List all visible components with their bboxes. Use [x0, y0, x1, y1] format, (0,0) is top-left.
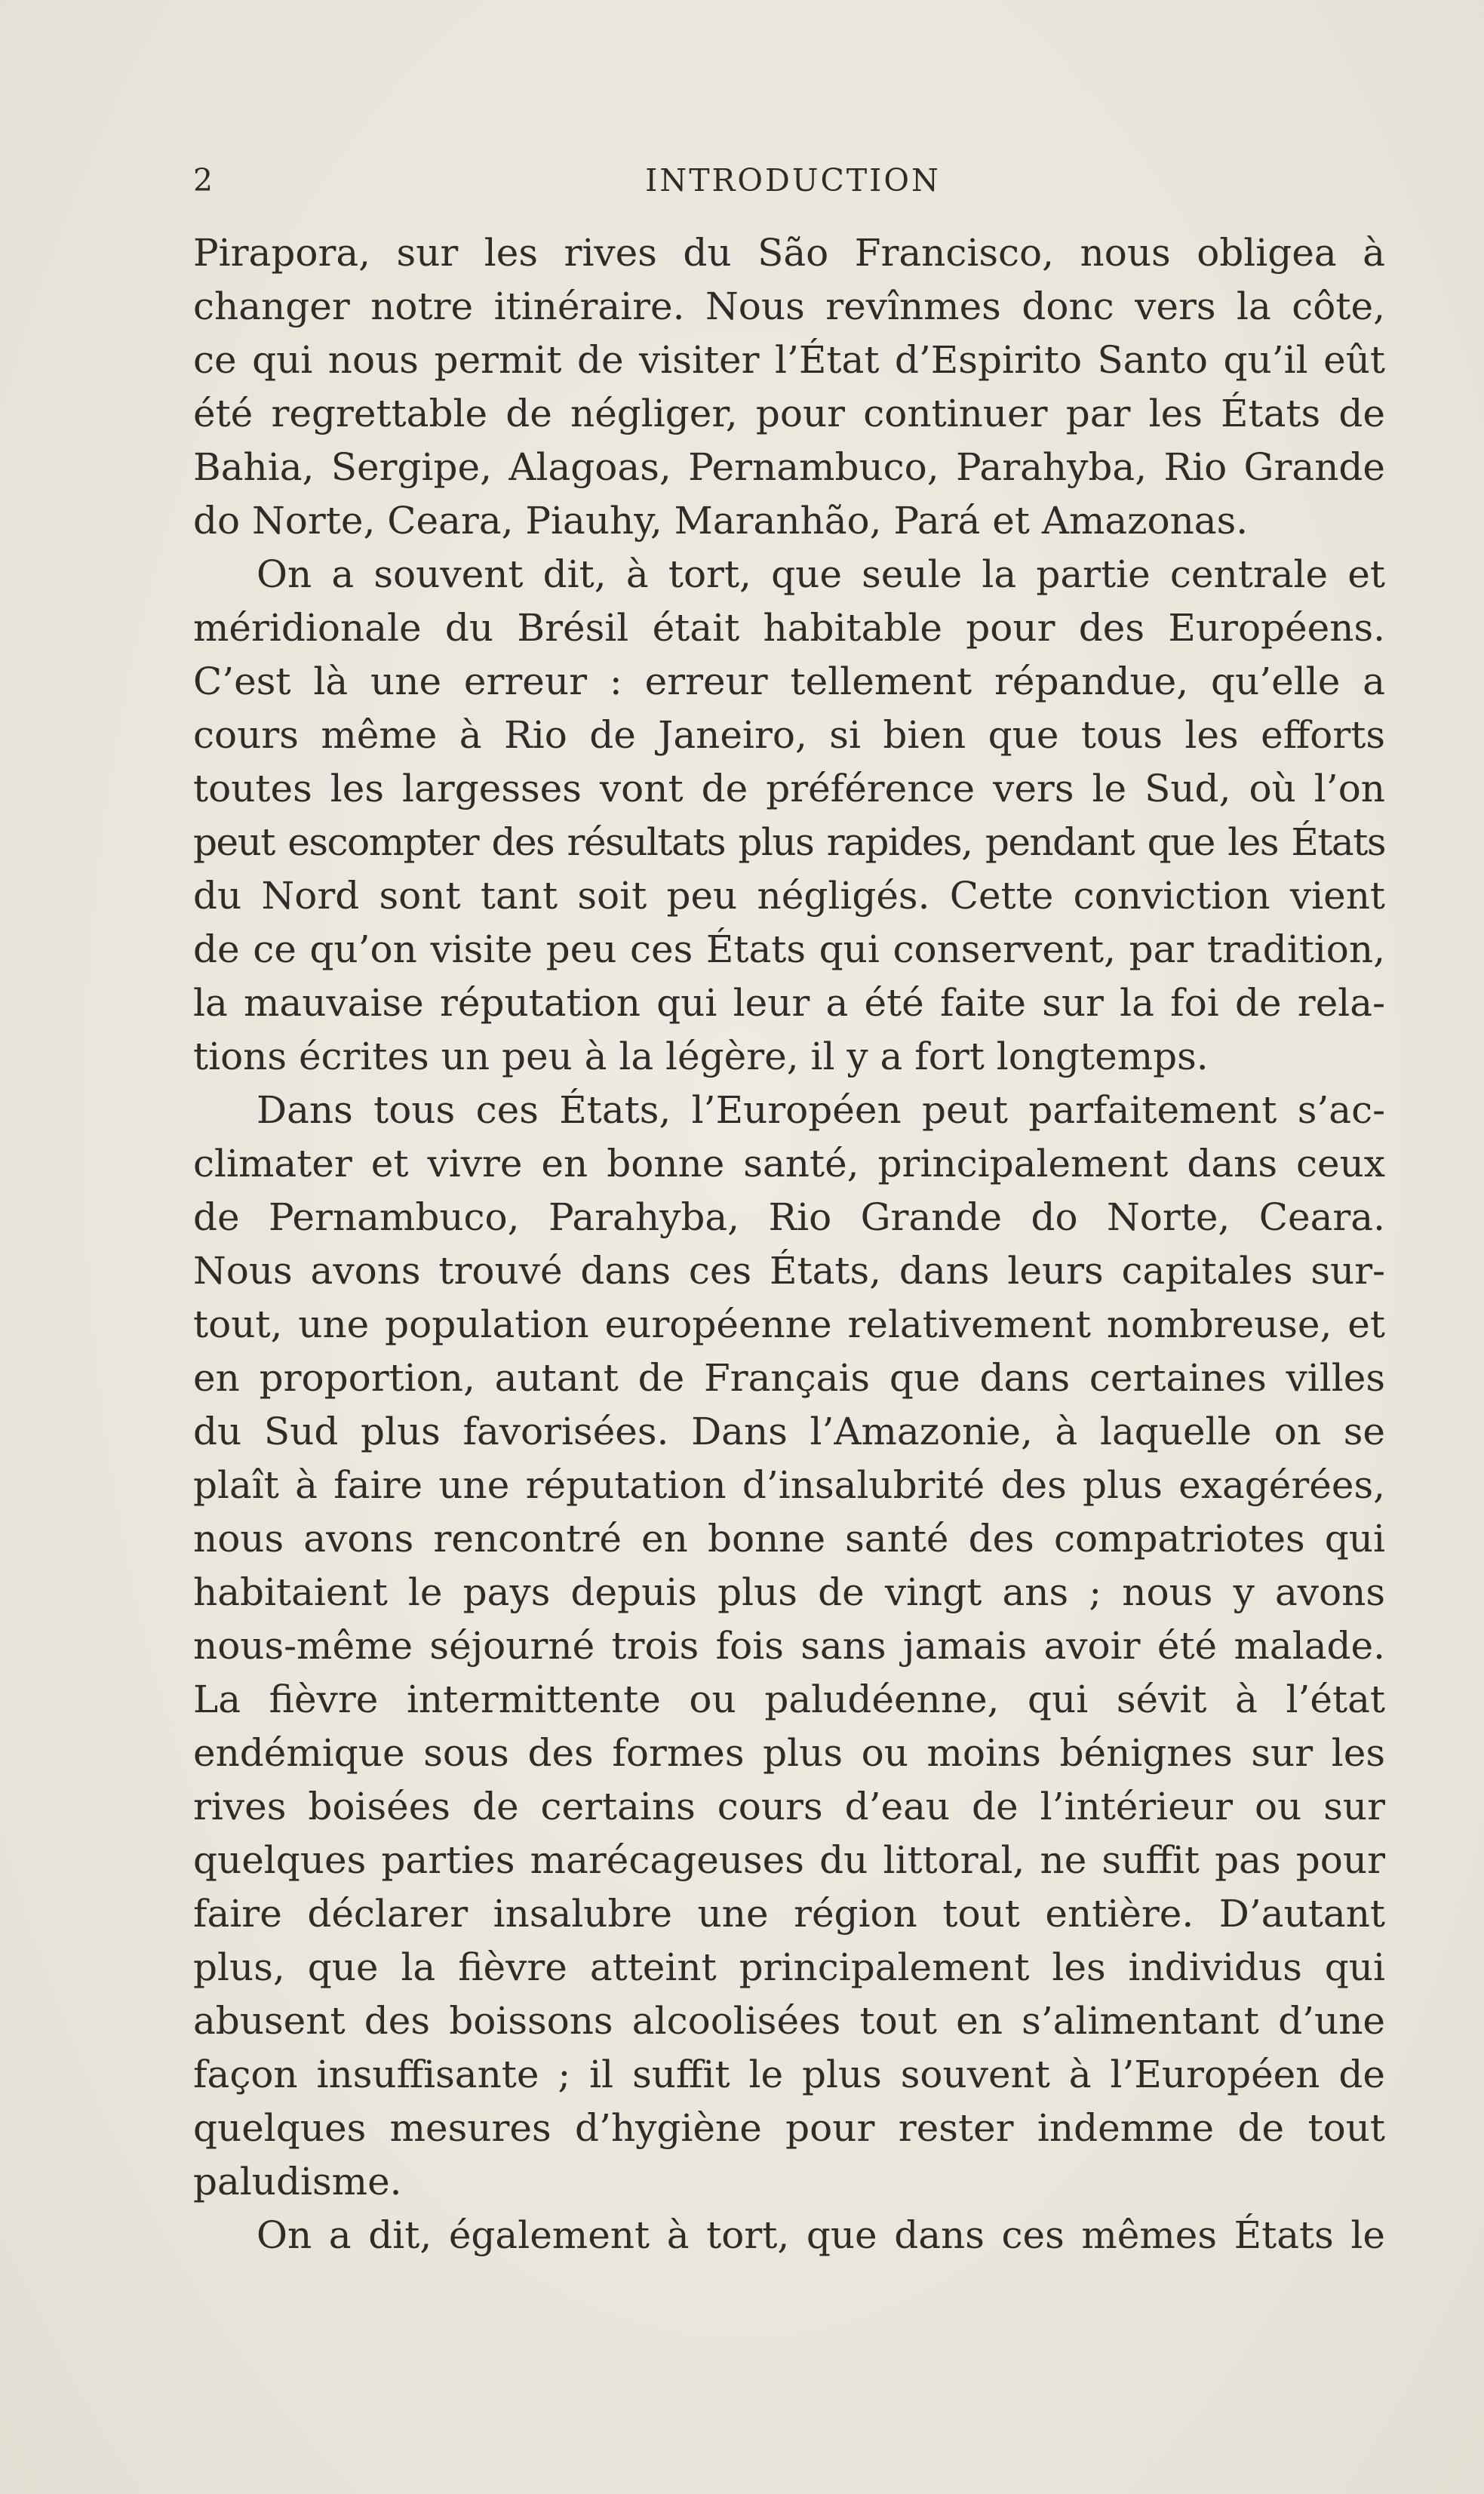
text-line: paludisme. [193, 2160, 402, 2203]
text-line: cours même à Rio de Janeiro, si bien que tous les efforts [193, 713, 1385, 757]
running-title: INTRODUCTION [645, 162, 941, 198]
text-line: tout, une population européenne relativement nombreuse, et [193, 1302, 1385, 1346]
text-line: climater et vivre en bonne santé, principalement dans ceux [193, 1142, 1385, 1185]
text-line: C’est là une erreur : erreur tellement répandue, qu’elle a [193, 660, 1385, 703]
text-line: On a souvent dit, à tort, que seule la partie centrale et [257, 552, 1385, 596]
text-line: do Norte, Ceara, Piauhy, Maranhão, Pará et Amazonas. [193, 499, 1249, 543]
text-line: quelques mesures d’hygiène pour rester indemme de tout [193, 2106, 1385, 2150]
text-line: du Nord sont tant soit peu négligés. Cette conviction vient [193, 874, 1385, 918]
text-line: peut escompter des résultats plus rapides, pendant que les États [193, 820, 1385, 864]
body-text [193, 226, 1385, 2262]
text-line: plaît à faire une réputation d’insalubrité des plus exagérées, [193, 1463, 1385, 1507]
text-line: abusent des boissons alcoolisées tout en s’alimentant d’une [193, 1999, 1385, 2043]
page-number: 2 [193, 162, 216, 198]
text-line: nous-même séjourné trois fois sans jamais avoir été malade. [193, 1624, 1385, 1668]
text-line: de ce qu’on visite peu ces États qui conservent, par tradition, [193, 927, 1385, 971]
text-line: quelques parties marécageuses du littoral, ne suffit pas pour [193, 1838, 1385, 1882]
text-line: la mauvaise réputation qui leur a été faite sur la foi de rela- [193, 981, 1385, 1025]
text-line: en proportion, autant de Français que dans certaines villes [193, 1356, 1385, 1400]
running-head [193, 155, 1385, 208]
text-line: habitaient le pays depuis plus de vingt ans ; nous y avons [193, 1570, 1385, 1614]
text-line: ce qui nous permit de visiter l’État d’Espirito Santo qu’il eût [193, 338, 1385, 382]
text-line: rives boisées de certains cours d’eau de l’intérieur ou sur [193, 1785, 1385, 1828]
text-line: Dans tous ces États, l’Européen peut parfaitement s’ac- [257, 1088, 1385, 1132]
text-line: On a dit, également à tort, que dans ces mêmes États le [257, 2213, 1385, 2257]
text-line: Nous avons trouvé dans ces États, dans leurs capitales sur- [193, 1249, 1385, 1293]
text-line: faire déclarer insalubre une région tout entière. D’autant [193, 1892, 1385, 1936]
text-line: méridionale du Brésil était habitable pour des Européens. [193, 606, 1385, 650]
text-line: tions écrites un peu à la légère, il y a fort longtemps. [193, 1035, 1209, 1078]
text-line: endémique sous des formes plus ou moins bénignes sur les [193, 1731, 1385, 1775]
text-line: été regrettable de négliger, pour continuer par les États de [193, 392, 1385, 435]
text-line: nous avons rencontré en bonne santé des compatriotes qui [193, 1517, 1385, 1561]
text-line: plus, que la fièvre atteint principalement les individus qui [193, 1945, 1385, 1989]
text-line: du Sud plus favorisées. Dans l’Amazonie, à laquelle on se [193, 1410, 1385, 1453]
text-line: La fièvre intermittente ou paludéenne, qui sévit à l’état [193, 1678, 1385, 1721]
text-line: changer notre itinéraire. Nous revînmes donc vers la côte, [193, 284, 1385, 328]
text-line: de Pernambuco, Parahyba, Rio Grande do Norte, Ceara. [193, 1195, 1385, 1239]
text-line: Pirapora, sur les rives du São Francisco, nous obligea à [193, 231, 1385, 275]
text-line: façon insuffisante ; il suffit le plus souvent à l’Européen de [193, 2053, 1385, 2096]
text-line: Bahia, Sergipe, Alagoas, Pernambuco, Parahyba, Rio Grande [193, 445, 1385, 489]
text-line: toutes les largesses vont de préférence vers le Sud, où l’on [193, 767, 1385, 810]
